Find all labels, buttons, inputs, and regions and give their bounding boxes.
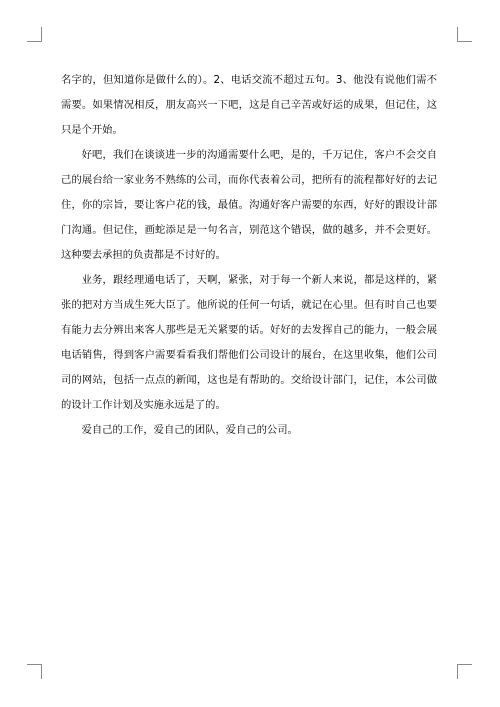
bottom-left-crop-mark — [27, 664, 42, 679]
paragraph: 爱自己的工作，爱自己的团队，爱自己的公司。 — [81, 424, 298, 436]
paragraph: 业务，跟经理通电话了，天啊，紧张，对于每一个新人来说，都是这样的，紧张的把对方当成生死大臣了。他所说的任何一句话，就记在心里。但有时自己也要有能力去分辨出来客人那些是无关紧要的话。好好的去发挥自己的能力，一般会展电话销售，得到客户需要看看我们帮他们公司设计的展台，在这里收集，他们公司司的网站，包括一点点的新闻，这也是有帮助的。交给设计部门，记住，本公司做的设计工作计划及实施永远是了的。 — [61, 274, 437, 411]
bottom-right-crop-mark — [457, 664, 472, 679]
top-left-crop-mark — [27, 27, 42, 42]
paragraph-continuation: 名字的，但知道你是做什么的）。2、电话交流不超过五句。3、他没有说他们需不需要。如果情况相反，朋友高兴一下吧，这是自己辛苦或好运的成果，但记住，这只是个开始。 — [61, 74, 437, 136]
document-body — [61, 68, 437, 443]
paragraph: 好吧，我们在谈谈进一步的沟通需要什么吧，是的，千万记住，客户不会交自己的展台给一家业务不熟练的公司，而你代表着公司，把所有的流程都好好的去记住，你的宗旨，要让客户花的钱，最值。沟通好客户需要的东西，好好的跟设计部门沟通。但记住，画蛇添足是一句名言，别范这个错误，做的越多，并不会更好。这种要去承担的负责都是不讨好的。 — [61, 149, 437, 261]
top-right-crop-mark — [457, 27, 472, 42]
